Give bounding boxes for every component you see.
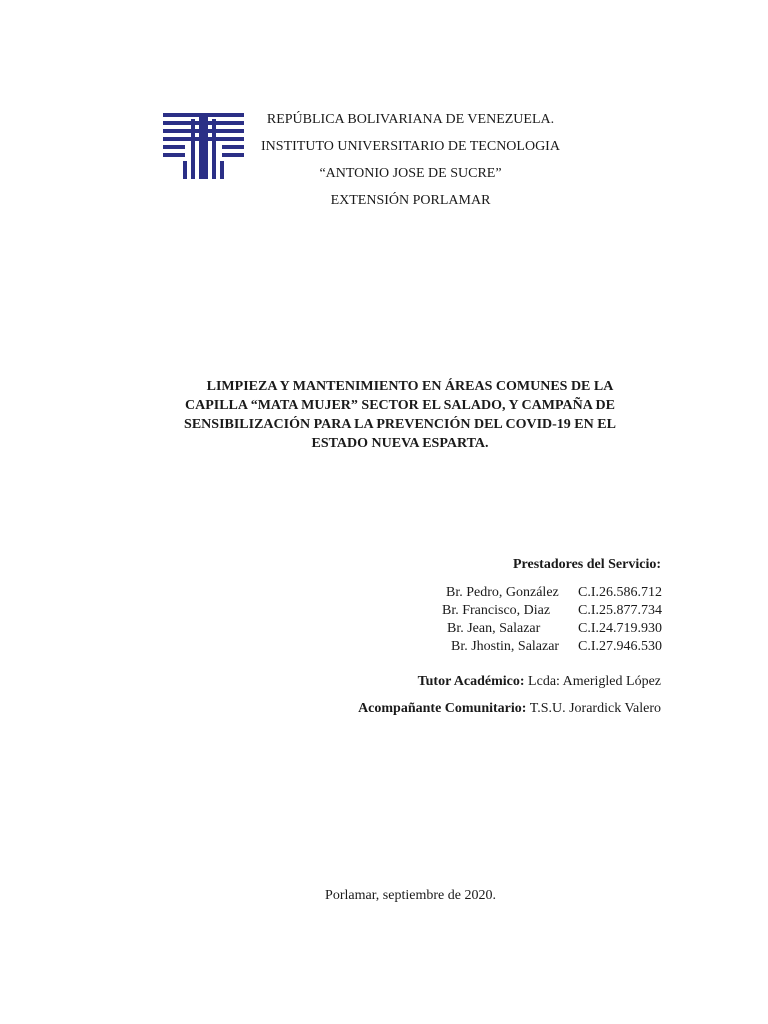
provider-ci: C.I.26.586.712 bbox=[578, 585, 662, 600]
title-line-2: CAPILLA “MATA MUJER” SECTOR EL SALADO, Y CAMPAÑA DE bbox=[184, 398, 616, 413]
provider-ci: C.I.24.719.930 bbox=[578, 621, 662, 636]
provider-name: Br. Jean, Salazar bbox=[447, 621, 541, 636]
companion-label: Acompañante Comunitario: bbox=[358, 701, 527, 716]
provider-ci: C.I.27.946.530 bbox=[578, 639, 662, 654]
tutor-label: Tutor Académico: bbox=[417, 674, 525, 689]
institute-logo-icon bbox=[163, 113, 244, 179]
header-institute-name: “ANTONIO JOSE DE SUCRE” bbox=[319, 166, 502, 181]
header-institute: INSTITUTO UNIVERSITARIO DE TECNOLOGIA bbox=[261, 139, 560, 154]
document-title bbox=[160, 377, 640, 453]
title-line-4: ESTADO NUEVA ESPARTA. bbox=[311, 436, 489, 451]
tutor-line bbox=[418, 673, 661, 690]
providers-heading: Prestadores del Servicio: bbox=[512, 557, 661, 572]
provider-ci: C.I.25.877.734 bbox=[578, 603, 662, 618]
header-country: REPÚBLICA BOLIVARIANA DE VENEZUELA. bbox=[266, 112, 555, 127]
title-line-1: LIMPIEZA Y MANTENIMIENTO EN ÁREAS COMUNES DE LA bbox=[206, 379, 614, 394]
provider-name: Br. Jhostin, Salazar bbox=[451, 639, 560, 654]
companion-line bbox=[358, 700, 661, 717]
title-line-3: SENSIBILIZACIÓN PARA LA PREVENCIÓN DEL COVID-19 EN EL bbox=[184, 417, 616, 432]
tutor-value: Lcda: Amerigled López bbox=[528, 674, 661, 689]
companion-value: T.S.U. Jorardick Valero bbox=[529, 701, 661, 716]
header-extension: EXTENSIÓN PORLAMAR bbox=[330, 193, 491, 208]
provider-name: Br. Pedro, González bbox=[446, 585, 559, 600]
place-date: Porlamar, septiembre de 2020. bbox=[325, 888, 496, 903]
provider-name: Br. Francisco, Diaz bbox=[442, 603, 551, 618]
